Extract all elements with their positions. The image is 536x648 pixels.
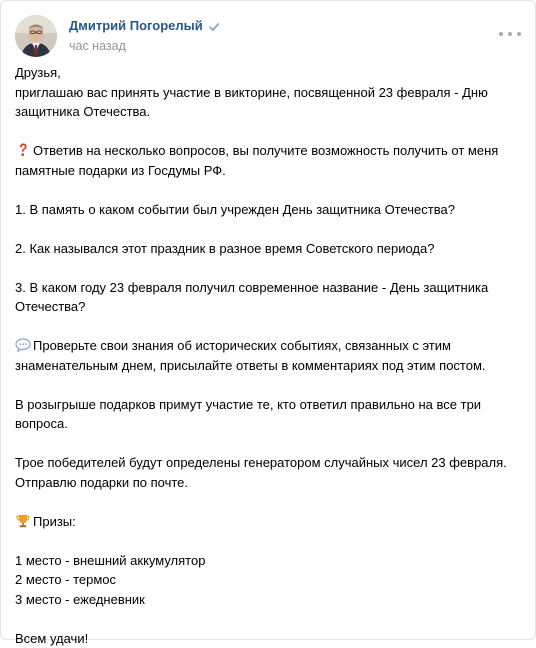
red-question-mark-emoji-icon xyxy=(15,142,31,158)
question-1-text: 1. В память о каком событии был учрежден День защитника Отечества? xyxy=(15,200,521,220)
answer-intro-paragraph xyxy=(15,141,521,180)
prize-3-text: 3 место - ежедневник xyxy=(15,590,521,610)
author-avatar[interactable] xyxy=(15,15,57,57)
question-3-text: 3. В каком году 23 февраля получил современное название - День защитника Отечества? xyxy=(15,278,521,317)
greeting-text: Друзья, xyxy=(15,63,521,83)
prizes-title-paragraph xyxy=(15,512,521,532)
trophy-emoji-icon xyxy=(15,513,31,529)
verified-check-icon xyxy=(208,20,220,32)
post-text xyxy=(15,63,521,648)
prize-2-text: 2 место - термос xyxy=(15,570,521,590)
answer-intro-text: Ответив на несколько вопросов, вы получите возможность получить от меня памятные подарки из Госдумы РФ. xyxy=(15,143,498,178)
more-dots-icon xyxy=(499,32,503,36)
author-name-link[interactable]: Дмитрий Погорелый xyxy=(69,17,203,35)
luck-text: Всем удачи! xyxy=(15,629,521,648)
check-knowledge-paragraph xyxy=(15,336,521,375)
speech-balloon-emoji-icon xyxy=(15,337,31,353)
winners-text: Трое победителей будут определены генератором случайных чисел 23 февраля. Отправлю подарки по почте. xyxy=(15,453,521,492)
invite-text: приглашаю вас принять участие в викторине, посвященной 23 февраля - Дню защитника Отечества. xyxy=(15,83,521,122)
post-time-link[interactable]: час назад xyxy=(69,37,220,55)
more-options-button[interactable] xyxy=(499,27,521,41)
more-dots-icon xyxy=(508,32,512,36)
author-block xyxy=(69,17,220,55)
question-2-text: 2. Как назывался этот праздник в разное время Советского периода? xyxy=(15,239,521,259)
post-header xyxy=(15,15,521,57)
more-dots-icon xyxy=(517,32,521,36)
draw-text: В розыгрыше подарков примут участие те, кто ответил правильно на все три вопроса. xyxy=(15,395,521,434)
avatar-photo-icon xyxy=(15,15,57,57)
check-knowledge-text: Проверьте свои знания об исторических событиях, связанных с этим знаменательным днем, присылайте ответы в комментариях под этим постом. xyxy=(15,338,486,373)
author-line xyxy=(69,17,220,35)
prizes-title-text: Призы: xyxy=(33,514,76,529)
prize-1-text: 1 место - внешний аккумулятор xyxy=(15,551,521,571)
